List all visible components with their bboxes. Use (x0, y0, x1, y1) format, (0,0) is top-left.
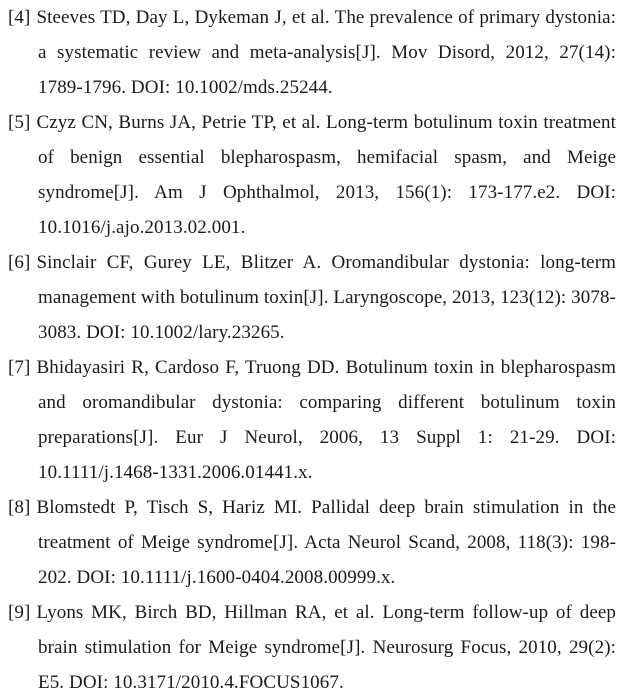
reference-text: Steeves TD, Day L, Dykeman J, et al. The prevalence of primary dystonia: a systematic review and meta-analysis[J]. Mov Disord, 2012, 27(14): 1789-1796. DOI: 10.1002/mds.25244. (36, 7, 616, 98)
reference-item-6 (8, 245, 616, 350)
reference-list (8, 0, 616, 700)
reference-item-8 (8, 490, 616, 595)
reference-number: [4] (8, 7, 31, 28)
reference-item-7 (8, 350, 616, 490)
reference-number: [7] (8, 357, 31, 378)
reference-text: Sinclair CF, Gurey LE, Blitzer A. Oromandibular dystonia: long-term management with botulinum toxin[J]. Laryngoscope, 2013, 123(12): 3078-3083. DOI: 10.1002/lary.23265. (36, 252, 616, 343)
reference-item-5 (8, 105, 616, 245)
reference-item-9 (8, 595, 616, 700)
reference-number: [6] (8, 252, 31, 273)
reference-text: Czyz CN, Burns JA, Petrie TP, et al. Long-term botulinum toxin treatment of benign essential blepharospasm, hemifacial spasm, and Meige syndrome[J]. Am J Ophthalmol, 2013, 156(1): 173-177.e2. DOI: 10.1016/j.ajo.2013.02.001. (36, 112, 616, 238)
reference-text: Blomstedt P, Tisch S, Hariz MI. Pallidal deep brain stimulation in the treatment of Meige syndrome[J]. Acta Neurol Scand, 2008, 118(3): 198-202. DOI: 10.1111/j.1600-0404.2008.00999.x. (36, 497, 616, 588)
reference-text: Bhidayasiri R, Cardoso F, Truong DD. Botulinum toxin in blepharospasm and oromandibular dystonia: comparing different botulinum toxin preparations[J]. Eur J Neurol, 2006, 13 Suppl 1: 21-29. DOI: 10.1111/j.1468-1331.2006.01441.x. (36, 357, 616, 483)
reference-number: [8] (8, 497, 31, 518)
reference-text: Lyons MK, Birch BD, Hillman RA, et al. Long-term follow-up of deep brain stimulation for Meige syndrome[J]. Neurosurg Focus, 2010, 29(2): E5. DOI: 10.3171/2010.4.FOCUS1067. (36, 602, 616, 693)
reference-number: [9] (8, 602, 31, 623)
reference-item-4 (8, 0, 616, 105)
reference-number: [5] (8, 112, 31, 133)
